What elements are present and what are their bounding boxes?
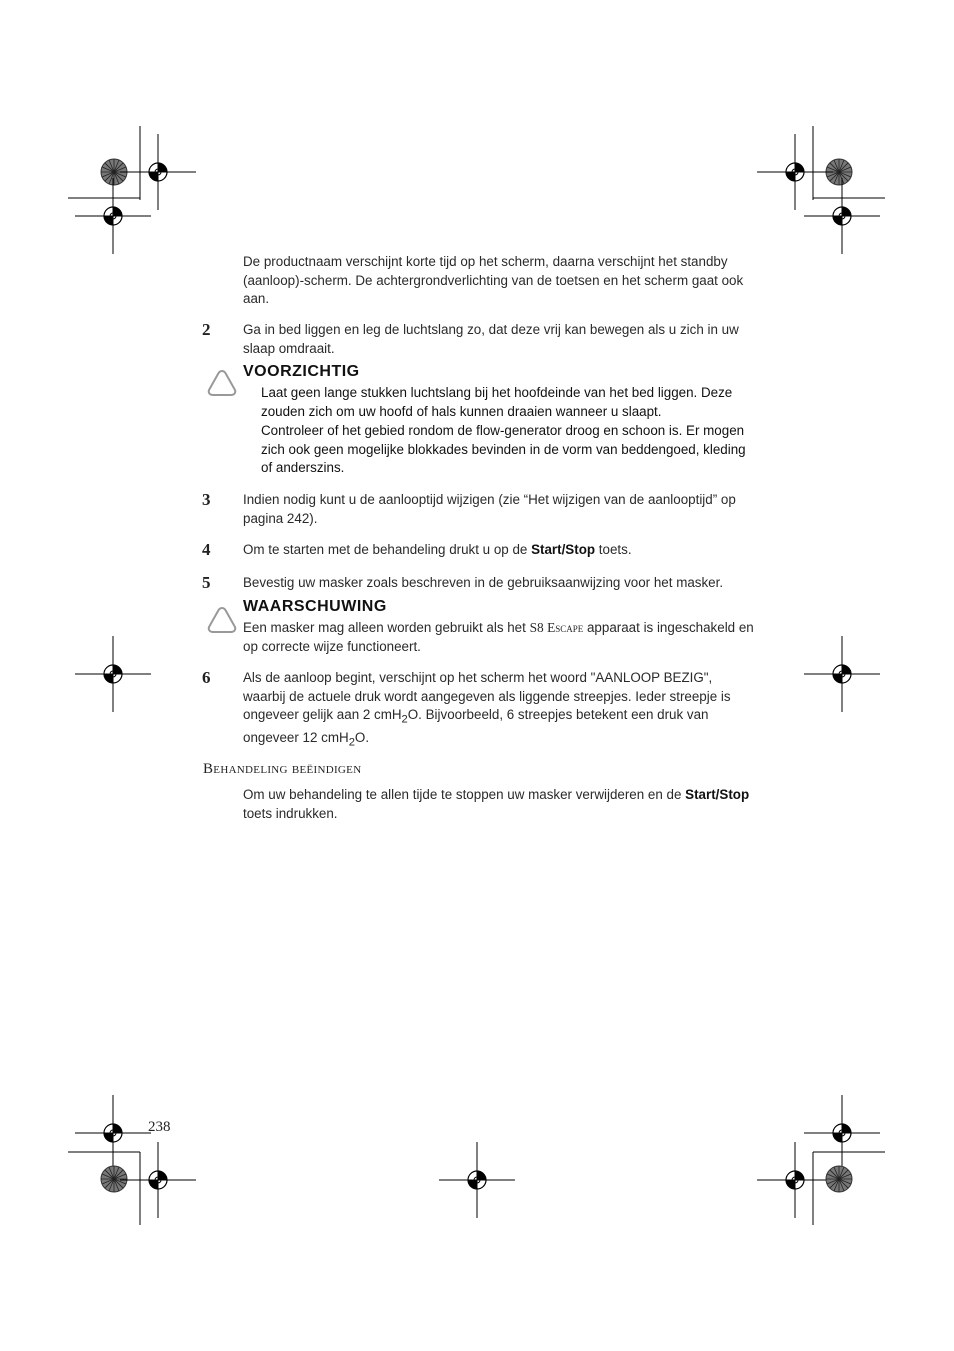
step-text-part: O. Bijvoorbeeld, 6 streepjes betekent een druk van ongeveer 12 cmH [243, 707, 709, 746]
step-text-part: toets. [595, 542, 632, 557]
start-stop-key: Start/Stop [685, 787, 750, 802]
step-text [243, 541, 755, 560]
intro-paragraph: De productnaam verschijnt korte tijd op het scherm, daarna verschijnt het standby (aanloop)-scherm. De achtergrondverlichting van de toetsen en het scherm gaat ook aan. [243, 254, 744, 306]
warning-title: WAARSCHUWING [243, 598, 387, 615]
step-text [243, 669, 755, 752]
product-name: S8 Escape [529, 620, 584, 635]
caution-item: Controleer of het gebied rondom de flow-generator droog en schoon is. Er mogen zich ook geen mogelijke blokkades bevinden in de vorm van beddengoed, kleding of anderszins. [261, 423, 746, 475]
subscript: 2 [348, 736, 355, 749]
step-text: Indien nodig kunt u de aanlooptijd wijzigen (zie “Het wijzigen van de aanlooptijd” op pagina 242). [243, 492, 736, 526]
caution-title: VOORZICHTIG [243, 363, 360, 380]
start-stop-key: Start/Stop [531, 542, 596, 557]
caution-item: Laat geen lange stukken luchtslang bij het hoofdeinde van het bed liggen. Deze zouden zich om uw hoofd of hals kunnen draaien wanneer u slaapt. [261, 385, 733, 419]
step-text-part: O. [354, 730, 370, 746]
subscript: 2 [401, 713, 408, 726]
step-text-part: Om te starten met de behandeling drukt u op de [243, 542, 532, 557]
section-text [243, 786, 755, 823]
warning-text-part: Een masker mag alleen worden gebruikt als het [243, 620, 530, 635]
section-heading: Behandeling beëindigen [203, 761, 362, 777]
step-text: Ga in bed liggen en leg de luchtslang zo, dat deze vrij kan bewegen als u zich in uw slaap omdraait. [243, 322, 739, 356]
warning-text-part: apparaat is ingeschakeld en op correcte wijze functioneert. [243, 620, 754, 654]
warning-icon [206, 605, 238, 635]
step-number: 5 [202, 573, 211, 592]
step-text-part: Als de aanloop begint, verschijnt op het scherm het woord "AANLOOP BEZIG", waarbij de actuele druk wordt aangegeven als liggende streepjes. Ieder streepje is ongeveer gelijk aan 2 cmH [243, 670, 731, 722]
warning-text [243, 619, 755, 656]
step-number: 4 [202, 540, 211, 559]
step-number: 3 [202, 490, 211, 509]
step-number: 6 [202, 668, 211, 687]
step-text: Bevestig uw masker zoals beschreven in de gebruiksaanwijzing voor het masker. [243, 575, 724, 590]
page-number: 238 [148, 1119, 171, 1135]
caution-icon [206, 368, 238, 398]
step-number: 2 [202, 320, 211, 339]
section-text-part: toets indrukken. [243, 805, 338, 821]
section-text-part: Om uw behandeling te allen tijde te stoppen uw masker verwijderen en de [243, 787, 686, 802]
